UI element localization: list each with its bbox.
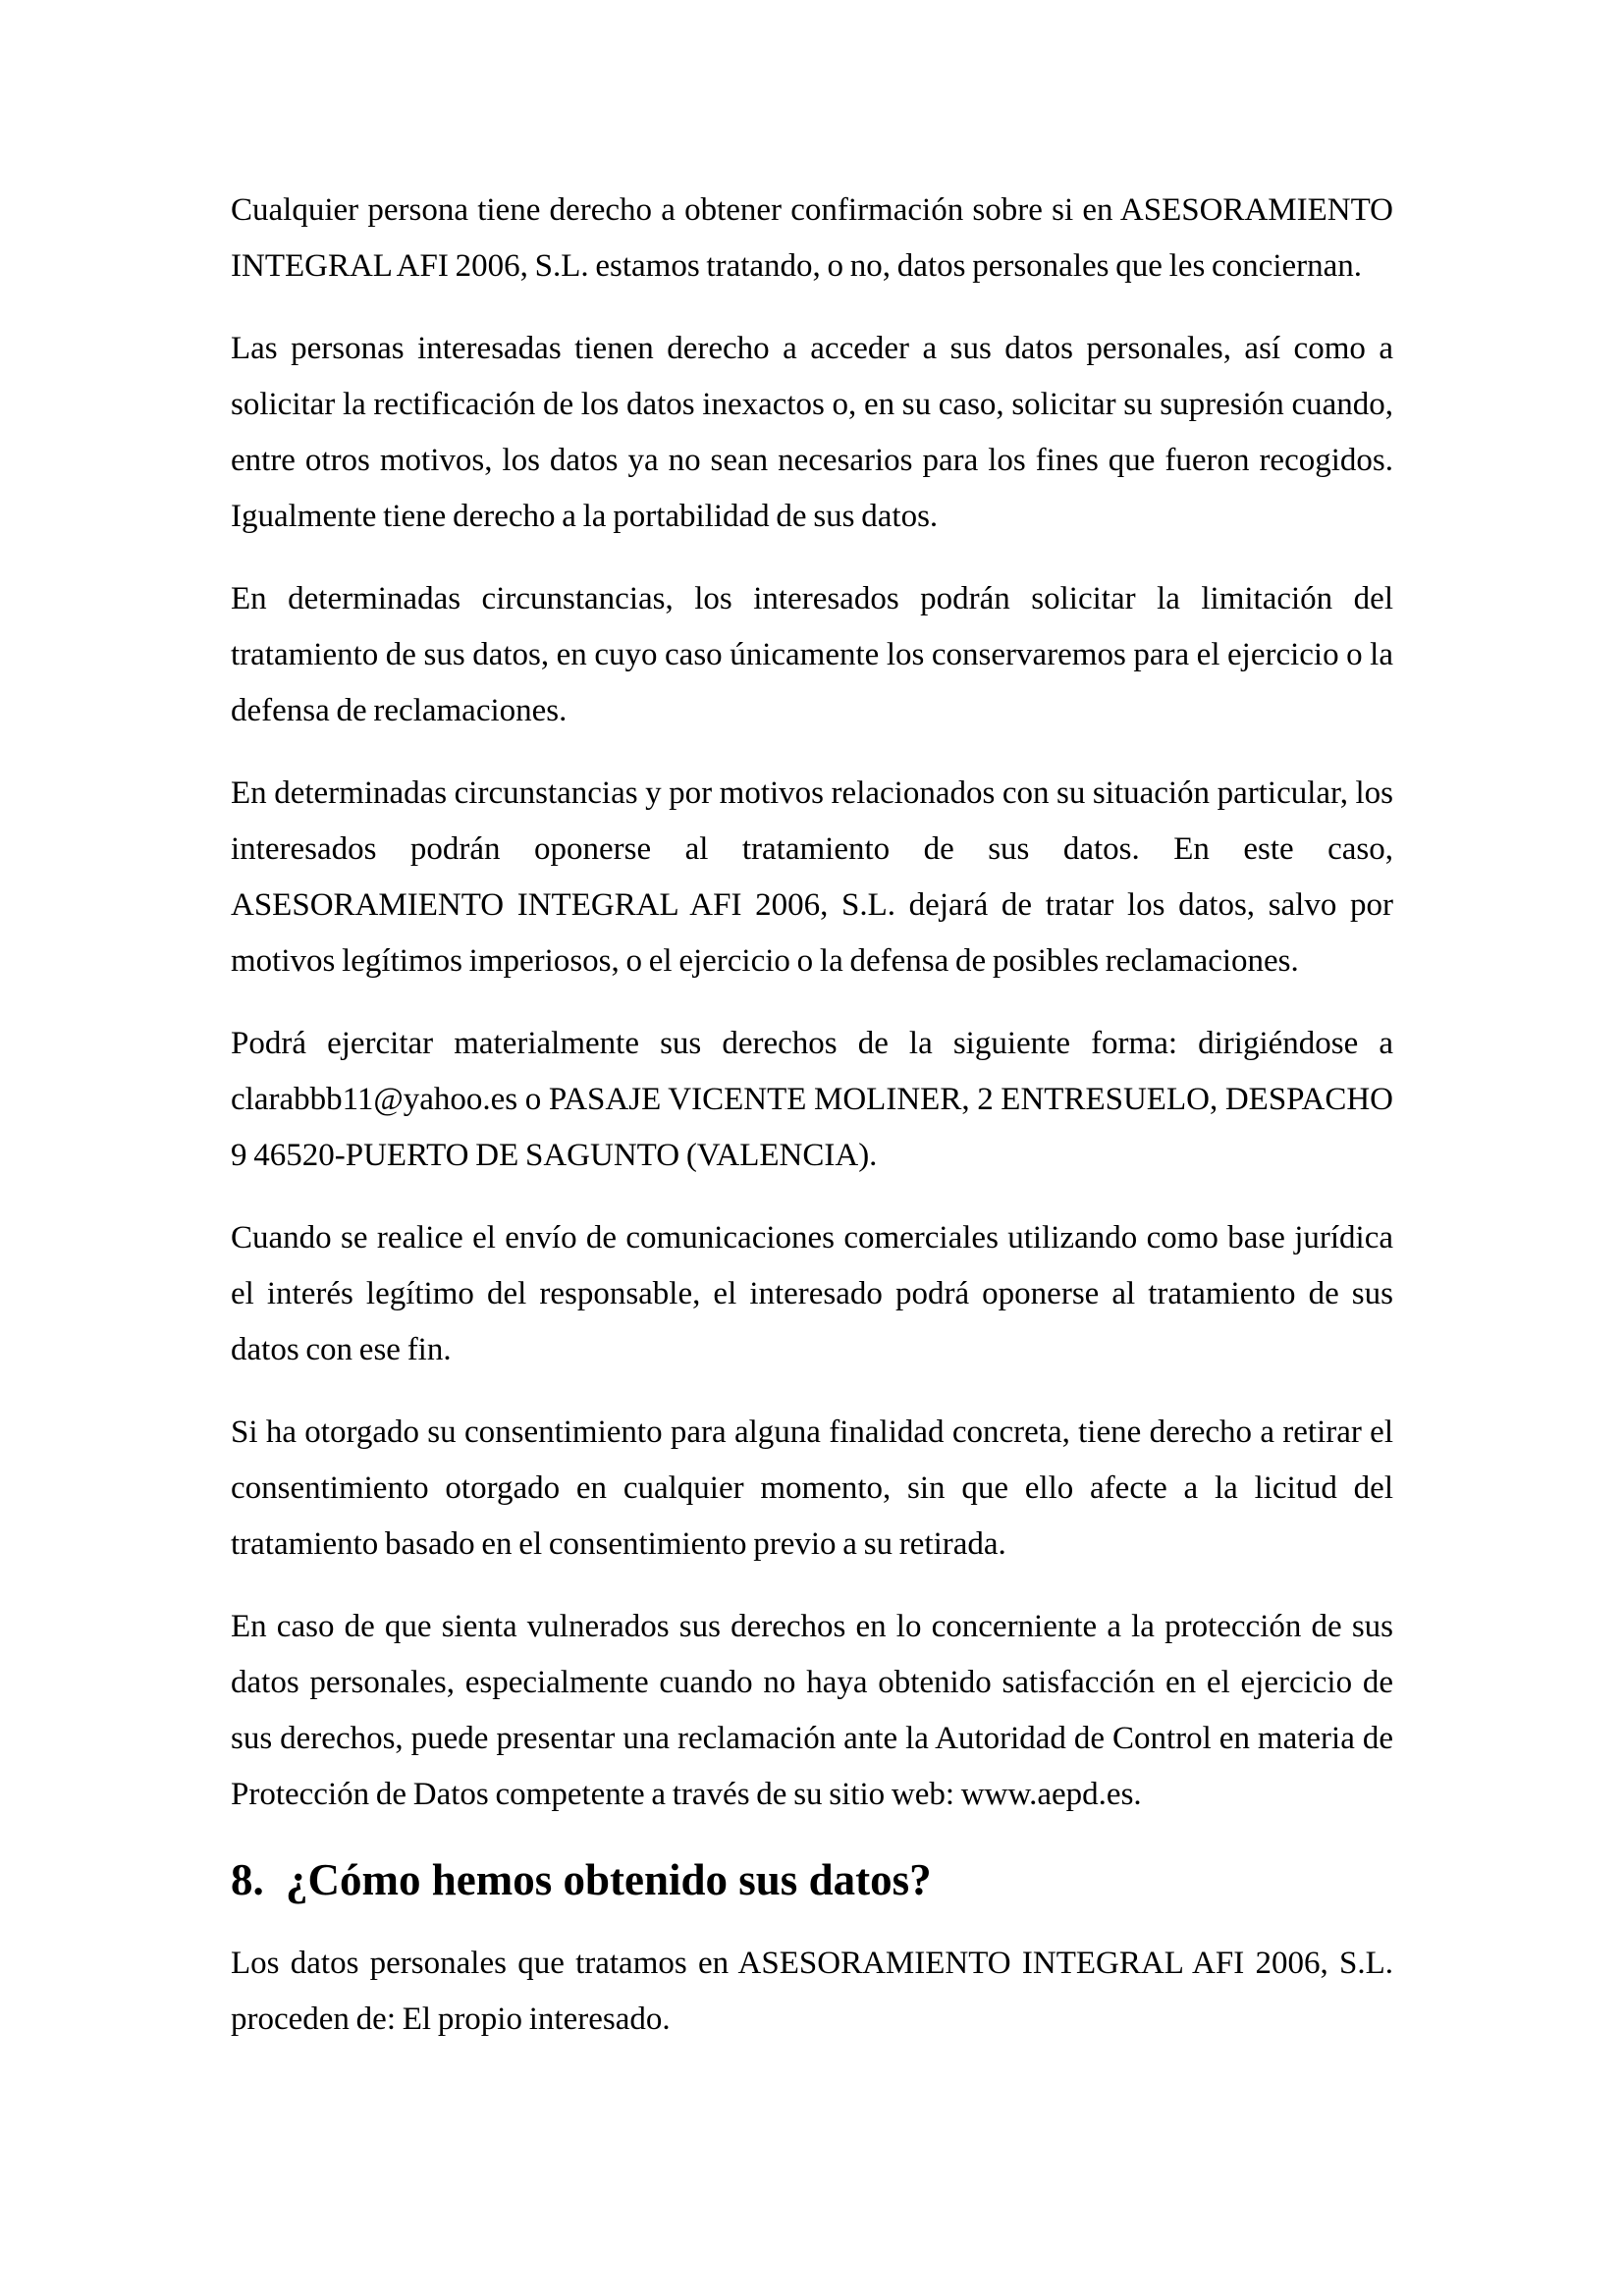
section-heading-8 — [231, 1849, 1393, 1910]
paragraph-complaint-authority: En caso de que sienta vulnerados sus derechos en lo concerniente a la protección de sus datos personales, especialmente cuando no haya obtenido satisfacción en el ejercicio de sus derechos, puede presentar una reclamación ante la Autoridad de Control en materia de Protección de Datos competente a través de su sitio web: www.aepd.es. — [231, 1609, 1393, 1812]
paragraph-data-origin: Los datos personales que tratamos en ASESORAMIENTO INTEGRAL AFI 2006, S.L. proceden de: El propio interesado. — [231, 1946, 1393, 2037]
document-content — [231, 183, 1393, 2074]
section-heading-label: ¿Cómo hemos obtenido sus datos? — [286, 1855, 932, 1904]
paragraph-limitation-right: En determinadas circunstancias, los interesados podrán solicitar la limitación del tratamiento de sus datos, en cuyo caso únicamente los conservaremos para el ejercicio o la defensa de reclamaciones. — [231, 581, 1393, 728]
paragraph-exercise-rights-contact: Podrá ejercitar materialmente sus derechos de la siguiente forma: dirigiéndose a clarabbb11@yahoo.es o PASAJE VICENTE MOLINER, 2 ENTRESUELO, DESPACHO 9 46520-PUERTO DE SAGUNTO (VALENCIA). — [231, 1026, 1393, 1173]
paragraph-opposition-right: En determinadas circunstancias y por motivos relacionados con su situación particular, los interesados podrán oponerse al tratamiento de sus datos. En este caso, ASESORAMIENTO INTEGRAL AFI 2006, S.L. dejará de tratar los datos, salvo por motivos legítimos imperiosos, o el ejercicio o la defensa de posibles reclamaciones. — [231, 775, 1393, 979]
paragraph-consent-withdrawal: Si ha otorgado su consentimiento para alguna finalidad concreta, tiene derecho a retirar el consentimiento otorgado en cualquier momento, sin que ello afecte a la licitud del tratamiento basado en el consentimiento previo a su retirada. — [231, 1415, 1393, 1562]
paragraph-confirmation-right: Cualquier persona tiene derecho a obtener confirmación sobre si en ASESORAMIENTO INTEGRAL AFI 2006, S.L. estamos tratando, o no, datos personales que les conciernan. — [231, 192, 1393, 284]
section-heading-number: 8. — [231, 1855, 264, 1904]
paragraph-commercial-communications: Cuando se realice el envío de comunicaciones comerciales utilizando como base jurídica el interés legítimo del responsable, el interesado podrá oponerse al tratamiento de sus datos con ese fin. — [231, 1220, 1393, 1367]
paragraph-access-rectification-right: Las personas interesadas tienen derecho a acceder a sus datos personales, así como a solicitar la rectificación de los datos inexactos o, en su caso, solicitar su supresión cuando, entre otros motivos, los datos ya no sean necesarios para los fines que fueron recogidos. Igualmente tiene derecho a la portabilidad de sus datos. — [231, 331, 1393, 534]
